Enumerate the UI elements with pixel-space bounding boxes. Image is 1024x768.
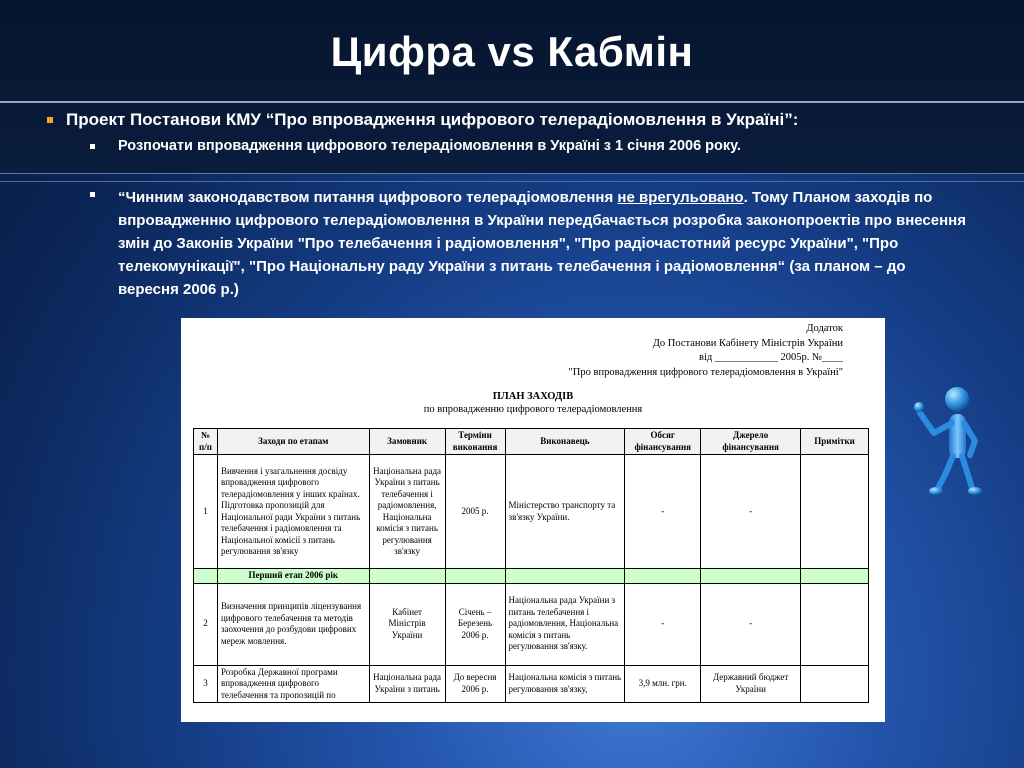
cell-notes [801,665,869,703]
cell-notes [801,583,869,665]
stage-cell [625,569,701,584]
cell-volume: - [625,455,701,569]
document-image [181,318,885,722]
addendum-line: "Про впровадження цифрового телерадіомовлення в Україні" [568,366,843,378]
sub-bullet-1 [118,138,741,154]
cell-customer: Національна рада України з питань [369,665,445,703]
stage-cell [194,569,218,584]
stage-cell [701,569,801,584]
cell-source: Державний бюджет України [701,665,801,703]
cell-notes [801,455,869,569]
col-header-source: Джерело фінансування [701,429,801,455]
divider [0,173,1024,174]
plan-title: ПЛАН ЗАХОДІВ [492,391,574,402]
sub-bullet-2 [118,186,968,301]
bullet-dot-icon [90,144,95,149]
cell-source: - [701,583,801,665]
cell-volume: 3,9 млн. грн. [625,665,701,703]
table-header-row [194,429,869,455]
cell-num: 1 [194,455,218,569]
sub-bullet-2-underlined: не врегульовано [617,189,744,206]
stage-label: Перший етап 2006 рік [217,569,369,584]
cell-executor: Міністерство транспорту та зв'язку України. [505,455,625,569]
stage-cell [445,569,505,584]
bullet-main [66,110,798,130]
stage-cell [369,569,445,584]
cell-customer: Національна рада України з питань телебачення і радіомовлення, Національна комісія з питань регулювання зв'язку [369,455,445,569]
stage-cell [801,569,869,584]
cell-executor: Національна комісія з питань регулювання зв'язку, [505,665,625,703]
stick-figure-icon [912,385,984,500]
cell-term: 2005 р. [445,455,505,569]
addendum-line: До Постанови Кабінету Міністрів України [652,337,843,349]
cell-volume: - [625,583,701,665]
stage-cell [505,569,625,584]
cell-term: До вересня 2006 р. [445,665,505,703]
col-header-num: № п/п [194,429,218,455]
col-header-term: Терміни виконання [445,429,505,455]
cell-source: - [701,455,801,569]
sub-bullet-1-text: Розпочати впровадження цифрового телерадіомовлення в Україні з 1 січня 2006 року. [118,138,741,154]
cell-measure: Визначення принципів ліцензування цифрового телебачення та методів заохочення до розбудови цифрових мереж мовлення. [217,583,369,665]
divider [0,101,1024,103]
table-row [194,583,869,665]
bullet-main-text: Проект Постанови КМУ “Про впровадження цифрового телерадіомовлення в Україні”: [66,110,799,129]
col-header-volume: Обсяг фінансування [625,429,701,455]
col-header-executor: Виконавець [505,429,625,455]
sub-bullet-2-text-a: “Чинним законодавством питання цифрового телерадіомовлення [118,189,618,206]
sub-bullet-2-text-b: . Тому Планом заходів по впровадженню цифрового телерадіомовлення в України передбачається розробка законопроектів про внесення змін до Законів України "Про телебачення і радіомовлення", "Про радіочастотний ресурс України", "Про телекомунікації", "Про Національну раду України з питань телебачення і радіомовлення“ (за планом – до вересня 2006 р.) [118,189,966,298]
stage-row [194,569,869,584]
cell-num: 2 [194,583,218,665]
col-header-customer: Замовник [369,429,445,455]
divider [0,181,1024,182]
table-row [194,665,869,703]
bullet-dot-icon [90,192,95,197]
addendum-block [569,322,843,380]
addendum-line: від ____________ 2005р. №____ [699,352,843,363]
cell-term: Січень – Березень 2006 р. [445,583,505,665]
cell-customer: Кабінет Міністрів України [369,583,445,665]
table-row [194,455,869,569]
bullet-square-icon [47,117,53,123]
cell-executor: Національна рада України з питань телебачення і радіомовлення, Національна комісія з питань регулювання зв'язку. [505,583,625,665]
addendum-line: Додаток [806,323,843,334]
col-header-notes: Примітки [801,429,869,455]
plan-heading [181,390,885,416]
col-header-measures: Заходи по етапам [217,429,369,455]
slide-title: Цифра vs Кабмін [330,28,694,75]
cell-num: 3 [194,665,218,703]
plan-subtitle: по впровадженню цифрового телерадіомовлення [423,404,643,415]
cell-measure: Вивчення і узагальнення досвіду впровадження цифрового телерадіомовлення у інших країнах. Підготовка пропозицій для Національної ради України з питань телебачення і радіомовлення та Національної комісії з питань регулювання зв'язку [217,455,369,569]
cell-measure: Розробка Державної програми впровадження цифрового телебачення та пропозицій по [217,665,369,703]
plan-table [193,428,869,703]
